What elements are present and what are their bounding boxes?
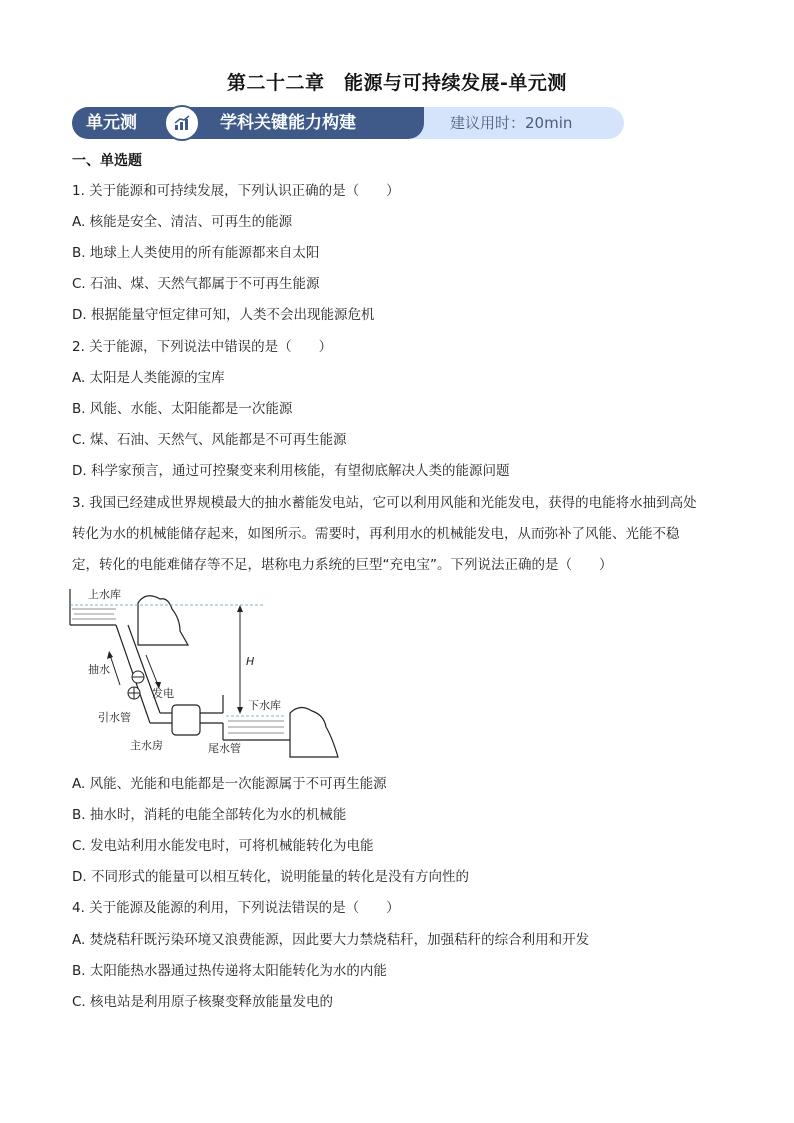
question-1-option-b: B. 地球上人类使用的所有能源都来自太阳 — [72, 245, 320, 261]
question-1-stem: 1. 关于能源和可持续发展，下列认识正确的是（ ） — [72, 183, 400, 199]
height-arrow — [237, 605, 243, 714]
upper-reservoir-label: 上水库 — [88, 588, 121, 601]
lower-reservoir-label: 下水库 — [248, 699, 281, 712]
question-3-option-a: A. 风能、光能和电能都是一次能源属于不可再生能源 — [72, 776, 387, 792]
pump-label: 抽水 — [88, 663, 110, 676]
question-1-option-c: C. 石油、煤、天然气都属于不可再生能源 — [72, 276, 320, 292]
intake-pipe-label: 引水管 — [98, 711, 131, 724]
question-3-option-c: C. 发电站利用水能发电时，可将机械能转化为电能 — [72, 838, 374, 854]
question-4-option-a: A. 焚烧秸秆既污染环境又浪费能源，因此要大力禁烧秸秆，加强秸秆的综合利用和开发 — [72, 932, 590, 948]
banner-ability-label: 学科关键能力构建 — [220, 113, 356, 133]
question-4-stem: 4. 关于能源及能源的利用，下列说法错误的是（ ） — [72, 900, 400, 916]
page-title: 第二十二章 能源与可持续发展-单元测 — [227, 72, 567, 94]
pump-direction-arrow — [110, 655, 120, 685]
question-2-stem: 2. 关于能源，下列说法中错误的是（ ） — [72, 339, 333, 355]
tail-pipe-label: 尾水管 — [208, 742, 241, 755]
question-1-option-d: D. 根据能量守恒定律可知，人类不会出现能源危机 — [72, 307, 375, 323]
banner-time-label: 建议用时：20min — [450, 114, 573, 132]
question-2-option-c: C. 煤、石油、天然气、风能都是不可再生能源 — [72, 432, 347, 448]
generate-label: 发电 — [152, 687, 174, 700]
pumped-storage-diagram — [68, 585, 343, 760]
question-4-option-b: B. 太阳能热水器通过热传递将太阳能转化为水的内能 — [72, 963, 387, 979]
question-2-option-a: A. 太阳是人类能源的宝库 — [72, 370, 225, 386]
question-2-option-d: D. 科学家预言，通过可控聚变来利用核能，有望彻底解决人类的能源问题 — [72, 463, 510, 479]
height-label: H — [246, 655, 255, 668]
question-1-option-a: A. 核能是安全、清洁、可再生的能源 — [72, 214, 293, 230]
banner-unit-label: 单元测 — [86, 113, 137, 133]
banner-icon-badge — [164, 105, 200, 141]
question-3-stem-line-1: 3. 我国已经建成世界规模最大的抽水蓄能发电站，它可以利用风能和光能发电，获得的电能将水抽到高处 — [72, 495, 697, 511]
question-3-stem-line-2: 转化为水的机械能储存起来，如图所示。需要时，再利用水的机械能发电，从而弥补了风能、光能不稳 — [72, 526, 680, 542]
question-3-option-d: D. 不同形式的能量可以相互转化，说明能量的转化是没有方向性的 — [72, 869, 469, 885]
unit-test-banner — [72, 105, 624, 141]
power-house — [172, 705, 200, 735]
tail-pipe — [200, 695, 223, 740]
question-2-option-b: B. 风能、水能、太阳能都是一次能源 — [72, 401, 293, 417]
question-3-option-b: B. 抽水时，消耗的电能全部转化为水的机械能 — [72, 807, 347, 823]
growth-chart-icon — [173, 114, 191, 132]
section-title: 一、单选题 — [72, 153, 142, 169]
question-4-option-c: C. 核电站是利用原子核聚变释放能量发电的 — [72, 994, 334, 1010]
question-3-stem-line-3: 定，转化的电能难储存等不足，堪称电力系统的巨型“充电宝”。下列说法正确的是（ ） — [72, 557, 613, 573]
power-house-label: 主水房 — [130, 739, 163, 752]
